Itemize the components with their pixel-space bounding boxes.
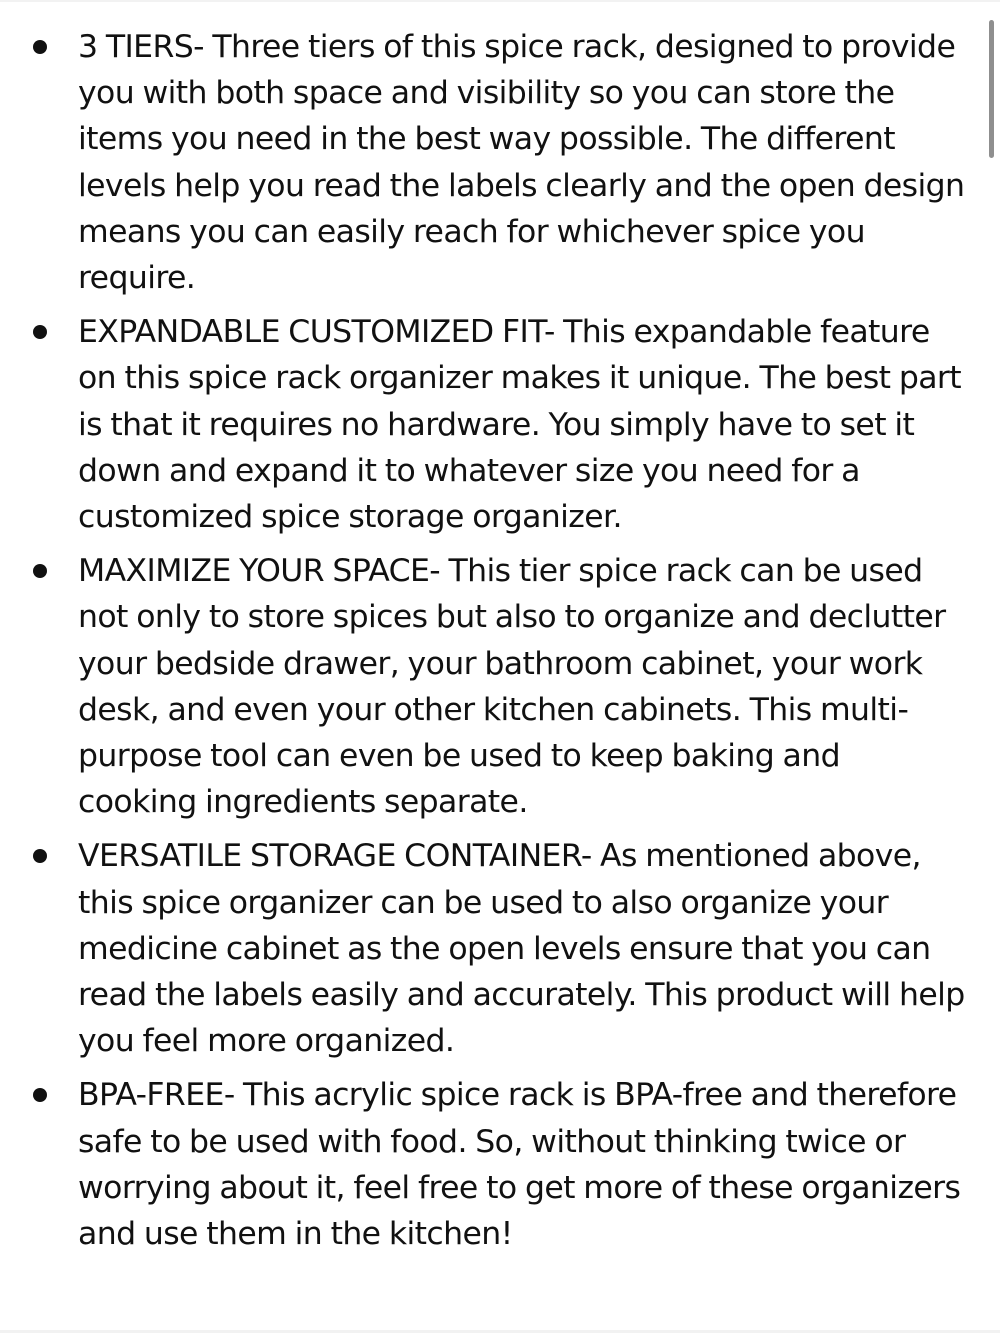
bullet-dot-icon <box>33 325 47 339</box>
feature-bullet-expandable <box>0 309 975 540</box>
feature-bullet-text: VERSATILE STORAGE CONTAINER- As mentioned above, this spice organizer can be used to also organize your medicine cabinet as the open levels ensure that you can read the labels easily and accurately. This product will help you feel more organized. <box>78 838 965 1060</box>
feature-bullet-text: 3 TIERS- Three tiers of this spice rack, designed to provide you with both space and visibility so you can store the items you need in the best way possible. The different levels help you read the labels clearly and the open design means you can easily reach for whichever spice you require. <box>78 29 965 297</box>
feature-bullet-tiers <box>0 24 975 301</box>
feature-bullet-maximize-space <box>0 548 975 825</box>
bullet-dot-icon <box>33 40 47 54</box>
feature-bullet-list <box>0 24 975 1265</box>
bullet-dot-icon <box>33 1088 47 1102</box>
scrollbar-thumb[interactable] <box>989 20 994 158</box>
feature-bullet-text: BPA-FREE- This acrylic spice rack is BPA-free and therefore safe to be used with food. So, without thinking twice or worrying about it, feel free to get more of these organizers and use them in the kitchen! <box>78 1077 961 1253</box>
feature-bullet-text: EXPANDABLE CUSTOMIZED FIT- This expandable feature on this spice rack organizer makes it unique. The best part is that it requires no hardware. You simply have to set it down and expand it to whatever size you need for a customized spice storage organizer. <box>78 314 962 536</box>
bullet-dot-icon <box>33 849 47 863</box>
feature-bullet-text: MAXIMIZE YOUR SPACE- This tier spice rack can be used not only to store spices but also to organize and declutter your bedside drawer, your bathroom cabinet, your work desk, and even your other kitchen cabinets. This multi-purpose tool can even be used to keep baking and cooking ingredients separate. <box>78 553 946 821</box>
feature-bullet-bpa-free <box>0 1072 975 1257</box>
feature-bullet-versatile <box>0 833 975 1064</box>
bullet-dot-icon <box>33 564 47 578</box>
